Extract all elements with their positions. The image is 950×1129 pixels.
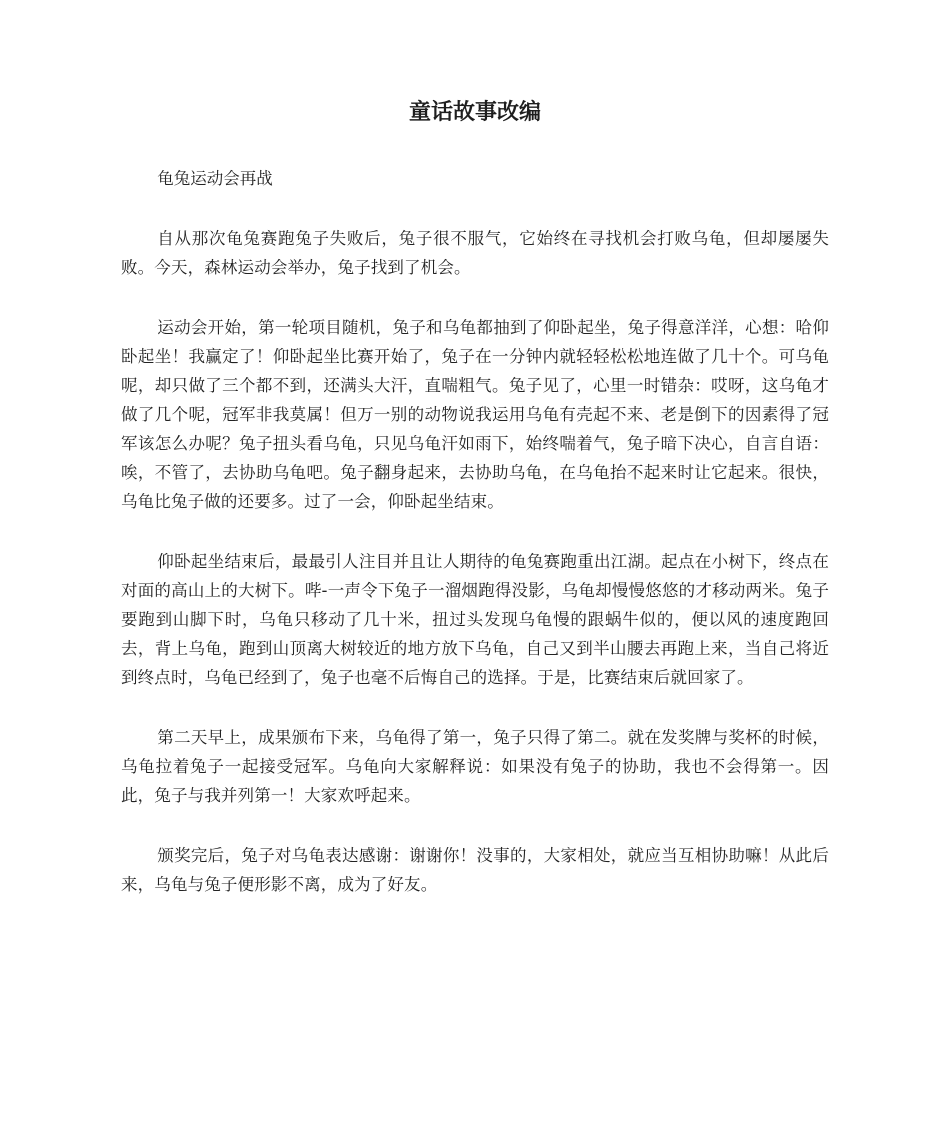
paragraph-4: 第二天早上，成果颁布下来，乌龟得了第一，兔子只得了第二。就在发奖牌与奖杯的时候，乌龟拉着兔子一起接受冠军。乌龟向大家解释说：如果没有兔子的协助，我也不会得第一。因此，兔子与我并列第一！大家欢呼起来。 <box>121 728 829 805</box>
paragraph-3: 仰卧起坐结束后，最最引人注目并且让人期待的龟兔赛跑重出江湖。起点在小树下，终点在对面的高山上的大树下。哔-一声令下兔子一溜烟跑得没影，乌龟却慢慢悠悠的才移动两米。兔子要跑到山脚下时，乌龟只移动了几十米，扭过头发现乌龟慢的跟蜗牛似的，便以风的速度跑回去，背上乌龟，跑到山顶离大树较近的地方放下乌龟，自己又到半山腰去再跑上来，当自己将近到终点时，乌龟已经到了，兔子也毫不后悔自己的选择。于是，比赛结束后就回家了。 <box>121 552 829 687</box>
story-subtitle: 龟兔运动会再战 <box>157 169 273 188</box>
paragraph-2: 运动会开始，第一轮项目随机，兔子和乌龟都抽到了仰卧起坐，兔子得意洋洋，心想：哈仰卧起坐！我赢定了！仰卧起坐比赛开始了，兔子在一分钟内就轻轻松松地连做了几十个。可乌龟呢，却只做了三个都不到，还满头大汗，直喘粗气。兔子见了，心里一时错杂：哎呀，这乌龟才做了几个呢，冠军非我莫属！但万一别的动物说我运用乌龟有壳起不来、老是倒下的因素得了冠军该怎么办呢？兔子扭头看乌龟，只见乌龟汗如雨下，始终喘着气，兔子暗下决心，自言自语：唉，不管了，去协助乌龟吧。兔子翻身起来，去协助乌龟，在乌龟抬不起来时让它起来。很快，乌龟比兔子做的还要多。过了一会，仰卧起坐结束。 <box>121 318 829 511</box>
paragraph-1: 自从那次龟兔赛跑兔子失败后，兔子很不服气，它始终在寻找机会打败乌龟，但却屡屡失败。今天，森林运动会举办，兔子找到了机会。 <box>121 229 829 277</box>
paragraph-5: 颁奖完后，兔子对乌龟表达感谢：谢谢你！没事的，大家相处，就应当互相协助嘛！从此后来，乌龟与兔子便形影不离，成为了好友。 <box>121 846 829 894</box>
page-title: 童话故事改编 <box>408 100 541 125</box>
